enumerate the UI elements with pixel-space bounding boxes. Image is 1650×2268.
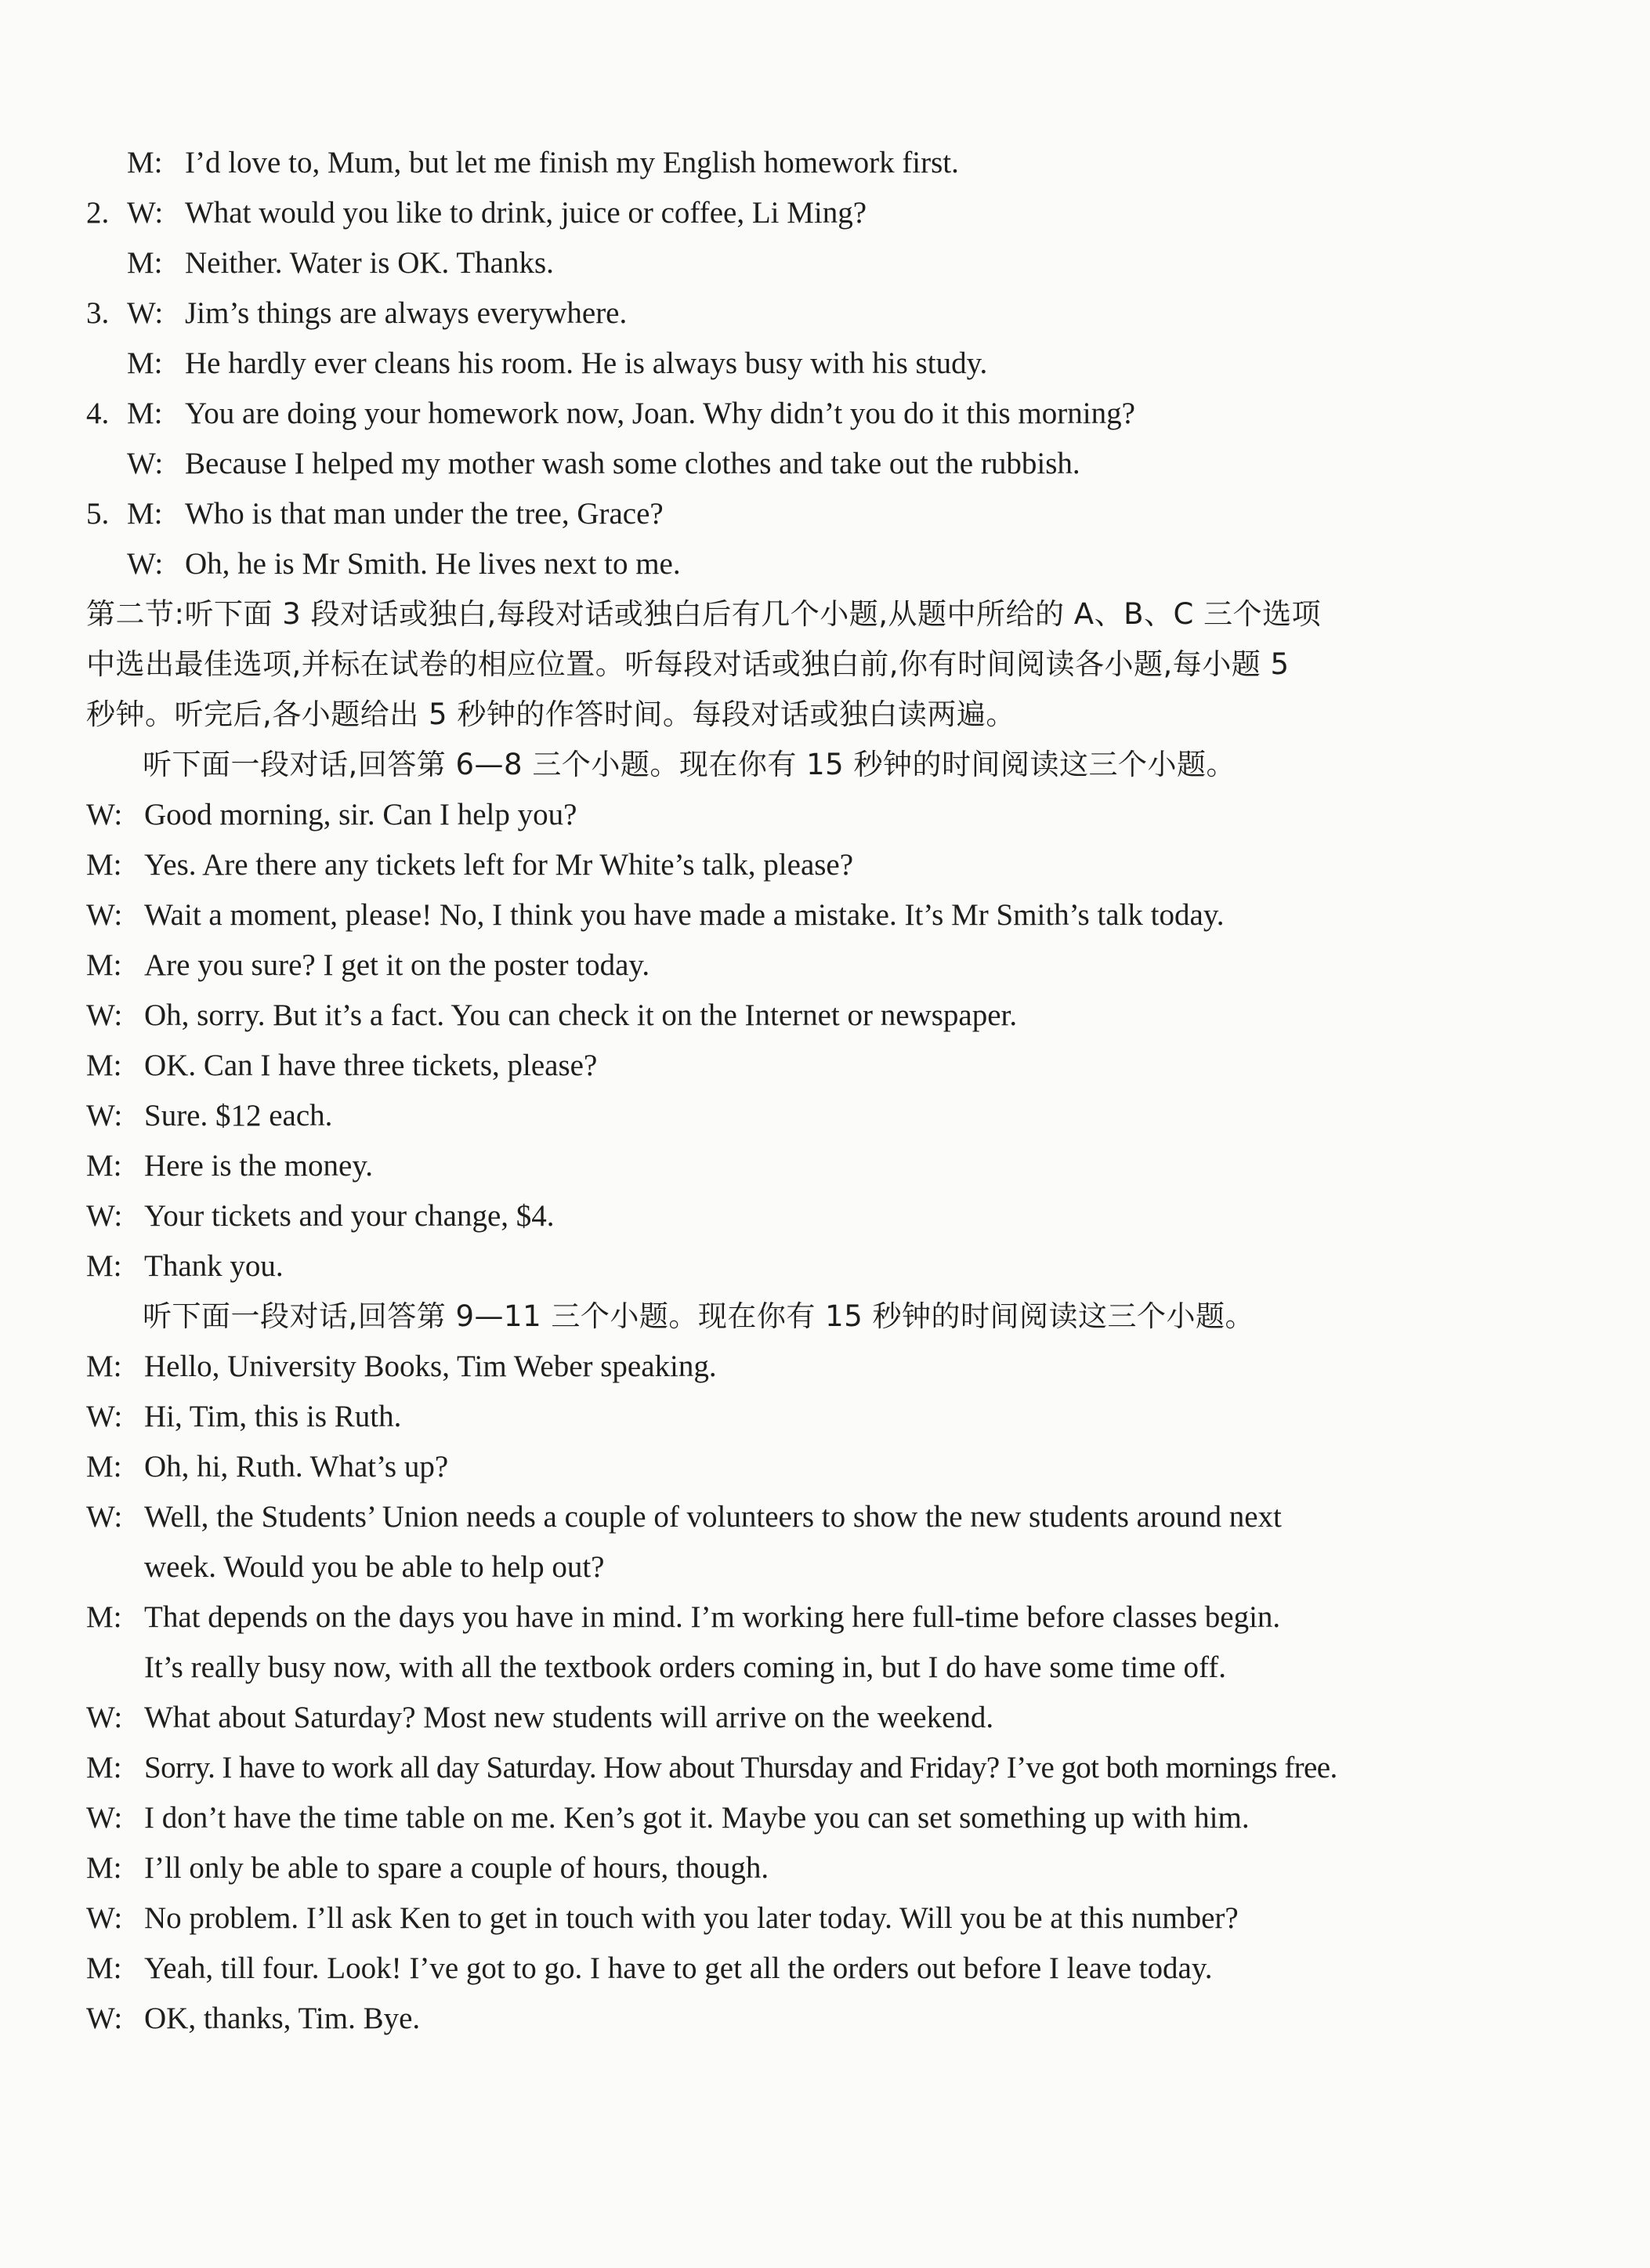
utterance-text: Yeah, till four. Look! I’ve got to go. I have to get all the orders out before I leave today. [144, 1951, 1213, 1985]
transcript-line [86, 940, 1559, 991]
speaker-label: M: [86, 1149, 122, 1183]
speaker-label: M: [86, 1951, 122, 1985]
transcript-line [86, 840, 1559, 890]
speaker-label: W: [86, 898, 123, 932]
speaker-label: W: [127, 196, 164, 230]
speaker-label: M: [86, 1600, 122, 1634]
utterance-text: Hello, University Books, Tim Weber speaking. [144, 1350, 717, 1383]
speaker-label: W: [86, 2002, 123, 2035]
speaker-label: W: [86, 798, 123, 831]
transcript-line [86, 1492, 1559, 1542]
transcript-line [86, 1342, 1559, 1392]
section-instructions-line: 秒钟。听完后,各小题给出 5 秒钟的作答时间。每段对话或独白读两遍。 [86, 697, 1015, 731]
utterance-text: He hardly ever cleans his room. He is always busy with his study. [185, 346, 988, 380]
transcript-line [86, 991, 1559, 1041]
transcript-line [86, 790, 1559, 840]
transcript-line [86, 138, 1559, 188]
utterance-text: Who is that man under the tree, Grace? [185, 497, 664, 531]
transcript-line [86, 1392, 1559, 1442]
speaker-label: W: [86, 1801, 123, 1835]
utterance-text: Hi, Tim, this is Ruth. [144, 1400, 402, 1433]
speaker-label: W: [127, 296, 164, 330]
speaker-label: M: [86, 1851, 122, 1885]
utterance-text: Wait a moment, please! No, I think you have made a mistake. It’s Mr Smith’s talk today. [144, 898, 1225, 932]
speaker-label: W: [127, 547, 164, 581]
utterance-text: Oh, hi, Ruth. What’s up? [144, 1450, 449, 1484]
transcript-line [86, 1793, 1559, 1843]
transcript-line [86, 1442, 1559, 1492]
speaker-label: W: [86, 1400, 123, 1433]
transcript-line [86, 238, 1559, 288]
utterance-text: Jim’s things are always everywhere. [185, 296, 628, 330]
utterance-text: Yes. Are there any tickets left for Mr White’s talk, please? [144, 848, 854, 882]
transcript-line [86, 188, 1559, 238]
utterance-text: OK. Can I have three tickets, please? [144, 1049, 598, 1082]
transcript-line [86, 539, 1559, 589]
transcript-line [86, 339, 1559, 389]
transcript-line [86, 890, 1559, 940]
utterance-text: Because I helped my mother wash some clothes and take out the rubbish. [185, 447, 1080, 480]
utterance-text: Good morning, sir. Can I help you? [144, 798, 577, 831]
transcript-line [86, 1743, 1559, 1793]
transcript-line [86, 1041, 1559, 1091]
speaker-label: W: [86, 1199, 123, 1233]
dialog-intro: 听下面一段对话,回答第 6—8 三个小题。现在你有 15 秒钟的时间阅读这三个小题。 [143, 748, 1236, 781]
page-content [86, 138, 1559, 2044]
speaker-label: M: [127, 246, 163, 280]
utterance-text: OK, thanks, Tim. Bye. [144, 2002, 421, 2035]
utterance-text: I’ll only be able to spare a couple of hours, though. [144, 1851, 769, 1885]
speaker-label: W: [127, 447, 164, 480]
speaker-label: M: [86, 848, 122, 882]
utterance-text: Are you sure? I get it on the poster today. [144, 948, 650, 982]
speaker-label: W: [86, 1701, 123, 1734]
utterance-text: No problem. I’ll ask Ken to get in touch with you later today. Will you be at this number? [144, 1901, 1239, 1935]
speaker-label: M: [86, 1249, 122, 1283]
transcript-line [86, 1693, 1559, 1743]
transcript-line [86, 1141, 1559, 1191]
item-number: 3. [86, 296, 110, 330]
utterance-text: Thank you. [144, 1249, 284, 1283]
utterance-text: You are doing your homework now, Joan. Why didn’t you do it this morning? [185, 397, 1135, 430]
transcript-line [86, 389, 1559, 439]
transcript-line [86, 288, 1559, 339]
speaker-label: M: [127, 146, 163, 179]
speaker-label: M: [86, 1450, 122, 1484]
utterance-text: Sure. $12 each. [144, 1099, 333, 1132]
utterance-text: Here is the money. [144, 1149, 374, 1183]
utterance-text: Neither. Water is OK. Thanks. [185, 246, 554, 280]
transcript-line [86, 1994, 1559, 2044]
transcript-line [86, 1893, 1559, 1944]
item-number: 5. [86, 497, 110, 531]
utterance-text: Well, the Students’ Union needs a couple of volunteers to show the new students around next [144, 1500, 1282, 1534]
transcript-line [86, 439, 1559, 489]
speaker-label: M: [86, 1049, 122, 1082]
item-number: 4. [86, 397, 110, 430]
speaker-label: W: [86, 998, 123, 1032]
speaker-label: M: [86, 1751, 122, 1784]
utterance-text: I don’t have the time table on me. Ken’s got it. Maybe you can set something up with him. [144, 1801, 1250, 1835]
utterance-text: I’d love to, Mum, but let me finish my English homework first. [185, 146, 959, 179]
speaker-label: M: [86, 948, 122, 982]
transcript-continuation: It’s really busy now, with all the textbook orders coming in, but I do have some time off. [144, 1650, 1226, 1684]
item-number: 2. [86, 196, 110, 230]
utterance-text: Oh, sorry. But it’s a fact. You can check it on the Internet or newspaper. [144, 998, 1018, 1032]
speaker-label: M: [86, 1350, 122, 1383]
transcript-line [86, 1944, 1559, 1994]
speaker-label: W: [86, 1901, 123, 1935]
speaker-label: M: [127, 346, 163, 380]
dialog-intro: 听下面一段对话,回答第 9—11 三个小题。现在你有 15 秒钟的时间阅读这三个小题。 [143, 1299, 1255, 1333]
transcript-line [86, 1241, 1559, 1292]
speaker-label: W: [86, 1500, 123, 1534]
section-instructions-line: 第二节:听下面 3 段对话或独白,每段对话或独白后有几个小题,从题中所给的 A、B、C 三个选项 [86, 597, 1322, 631]
transcript-continuation: week. Would you be able to help out? [144, 1550, 605, 1584]
speaker-label: M: [127, 397, 163, 430]
transcript-line [86, 1592, 1559, 1643]
transcript-line [86, 1843, 1559, 1893]
section-instructions-line: 中选出最佳选项,并标在试卷的相应位置。听每段对话或独白前,你有时间阅读各小题,每小题 5 [86, 647, 1290, 681]
transcript-line [86, 1091, 1559, 1141]
utterance-text: Oh, he is Mr Smith. He lives next to me. [185, 547, 681, 581]
utterance-text: That depends on the days you have in mind. I’m working here full-time before classes begin. [144, 1600, 1281, 1634]
utterance-text: Sorry. I have to work all day Saturday. How about Thursday and Friday? I’ve got both mornings free. [144, 1751, 1337, 1784]
transcript-line [86, 489, 1559, 539]
speaker-label: W: [86, 1099, 123, 1132]
speaker-label: M: [127, 497, 163, 531]
utterance-text: What about Saturday? Most new students will arrive on the weekend. [144, 1701, 994, 1734]
utterance-text: What would you like to drink, juice or coffee, Li Ming? [185, 196, 867, 230]
transcript-line [86, 1191, 1559, 1241]
utterance-text: Your tickets and your change, $4. [144, 1199, 555, 1233]
